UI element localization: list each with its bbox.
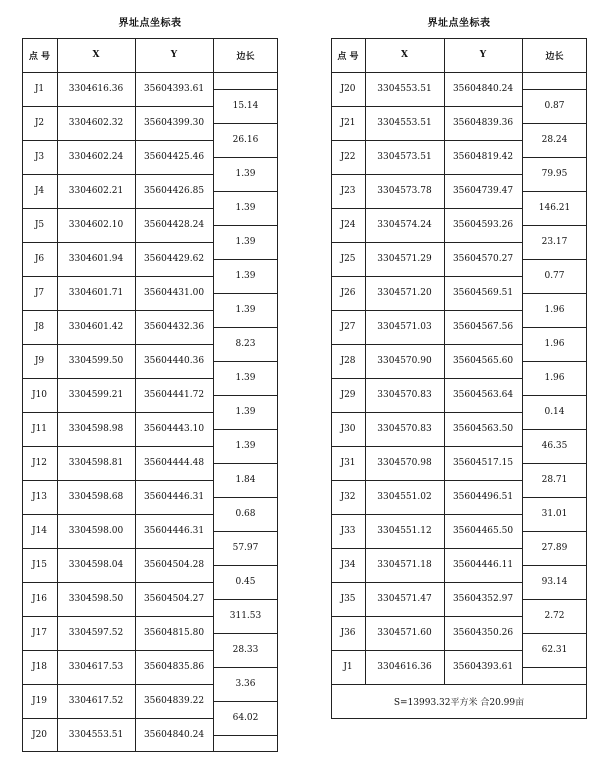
row-point-cell: J9 [34, 356, 45, 366]
row-y-cell: 35604428.24 [143, 220, 205, 230]
row-divider [331, 174, 522, 175]
row-divider [22, 310, 213, 311]
edge-divider [213, 735, 278, 736]
row-y-cell: 35604399.30 [143, 118, 205, 128]
edge-length-cell: 1.39 [235, 407, 256, 417]
row-divider [331, 378, 522, 379]
row-divider [331, 276, 522, 277]
edge-divider [522, 667, 587, 668]
row-point-cell: J25 [340, 254, 356, 264]
row-divider [331, 582, 522, 583]
edge-length-cell: 8.23 [235, 339, 256, 349]
edge-length-cell: 1.39 [235, 203, 256, 213]
row-point-cell: J35 [340, 594, 356, 604]
edge-length-cell: 79.95 [541, 169, 568, 179]
row-y-cell: 35604393.61 [143, 84, 205, 94]
row-point-cell: J34 [340, 560, 356, 570]
row-divider [22, 344, 213, 345]
row-y-cell: 35604446.31 [143, 492, 205, 502]
row-y-cell: 35604504.27 [143, 594, 205, 604]
table-title: 界址点坐标表 [427, 18, 491, 29]
row-point-cell: J10 [31, 390, 48, 400]
header-y: Y [170, 50, 178, 60]
header-edge: 边长 [236, 51, 255, 62]
row-divider [331, 514, 522, 515]
row-y-cell: 35604446.31 [143, 526, 205, 536]
edge-length-cell: 31.01 [541, 509, 568, 519]
row-y-cell: 35604570.27 [452, 254, 514, 264]
row-point-cell: J12 [31, 458, 48, 468]
row-divider [22, 514, 213, 515]
row-point-cell: J13 [31, 492, 48, 502]
row-y-cell: 35604835.86 [143, 662, 205, 672]
row-divider [331, 412, 522, 413]
row-point-cell: J31 [340, 458, 356, 468]
edge-length-cell: 1.39 [235, 373, 256, 383]
row-divider [22, 106, 213, 107]
row-y-cell: 35604563.64 [452, 390, 514, 400]
row-point-cell: J6 [34, 254, 45, 264]
row-point-cell: J27 [340, 322, 356, 332]
header-y: Y [479, 50, 487, 60]
row-y-cell: 35604840.24 [143, 730, 205, 740]
row-point-cell: J7 [34, 288, 45, 298]
row-x-cell: 3304570.83 [377, 390, 432, 400]
row-divider [22, 174, 213, 175]
edge-length-cell: 27.89 [541, 543, 568, 553]
edge-length-cell: 57.97 [232, 543, 259, 553]
row-y-cell: 35604840.24 [452, 84, 514, 94]
row-point-cell: J28 [340, 356, 356, 366]
row-x-cell: 3304598.00 [68, 526, 124, 536]
row-divider [331, 242, 522, 243]
edge-length-cell: 0.68 [235, 509, 256, 519]
row-x-cell: 3304602.10 [68, 220, 124, 230]
row-point-cell: J2 [34, 118, 45, 128]
row-y-cell: 35604565.60 [452, 356, 514, 366]
row-point-cell: J32 [340, 492, 356, 502]
edge-length-cell: 0.45 [235, 577, 256, 587]
row-point-cell: J16 [31, 594, 48, 604]
row-divider [22, 208, 213, 209]
row-x-cell: 3304598.68 [68, 492, 124, 502]
row-point-cell: J23 [340, 186, 356, 196]
row-x-cell: 3304602.32 [68, 118, 124, 128]
row-point-cell: J19 [31, 696, 48, 706]
row-x-cell: 3304599.21 [68, 390, 124, 400]
row-point-cell: J3 [34, 152, 45, 162]
row-x-cell: 3304598.04 [68, 560, 124, 570]
edge-length-cell: 28.71 [541, 475, 568, 485]
edge-length-cell: 146.21 [538, 203, 571, 213]
row-x-cell: 3304573.78 [377, 186, 432, 196]
edge-length-cell: 2.72 [544, 611, 565, 621]
edge-length-cell: 1.96 [544, 373, 565, 383]
header-point: 点 号 [337, 51, 359, 62]
edge-length-cell: 1.39 [235, 169, 256, 179]
row-point-cell: J4 [34, 186, 45, 196]
row-y-cell: 35604440.36 [143, 356, 205, 366]
row-x-cell: 3304571.18 [377, 560, 432, 570]
edge-length-cell: 311.53 [229, 611, 262, 621]
row-x-cell: 3304601.71 [68, 288, 124, 298]
row-y-cell: 35604819.42 [452, 152, 514, 162]
header-point: 点 号 [28, 51, 51, 62]
row-point-cell: J29 [340, 390, 356, 400]
header-edge: 边长 [545, 51, 564, 62]
row-y-cell: 35604839.22 [143, 696, 205, 706]
row-point-cell: J17 [31, 628, 48, 638]
row-x-cell: 3304570.90 [377, 356, 432, 366]
row-x-cell: 3304616.36 [68, 84, 124, 94]
edge-length-cell: 0.87 [544, 101, 565, 111]
row-point-cell: J5 [34, 220, 45, 230]
row-divider [331, 208, 522, 209]
row-point-cell: J11 [31, 424, 48, 434]
row-y-cell: 35604350.26 [452, 628, 514, 638]
row-x-cell: 3304617.53 [68, 662, 124, 672]
row-x-cell: 3304553.51 [68, 730, 124, 740]
table-title: 界址点坐标表 [118, 18, 182, 29]
row-y-cell: 35604441.72 [143, 390, 205, 400]
row-point-cell: J20 [340, 84, 356, 94]
edge-length-cell: 1.96 [544, 305, 565, 315]
edge-length-cell: 64.02 [232, 713, 259, 723]
edge-length-cell: 1.39 [235, 237, 256, 247]
row-y-cell: 35604517.15 [452, 458, 514, 468]
row-y-cell: 35604567.56 [452, 322, 514, 332]
edge-length-cell: 3.36 [235, 679, 256, 689]
row-x-cell: 3304571.60 [377, 628, 432, 638]
row-point-cell: J21 [340, 118, 356, 128]
row-point-cell: J22 [340, 152, 356, 162]
row-point-cell: J26 [340, 288, 356, 298]
row-x-cell: 3304571.20 [377, 288, 432, 298]
row-y-cell: 35604739.47 [452, 186, 514, 196]
edge-length-cell: 1.39 [235, 271, 256, 281]
row-x-cell: 3304599.50 [68, 356, 124, 366]
row-y-cell: 35604393.61 [452, 662, 514, 672]
row-y-cell: 35604569.51 [452, 288, 514, 298]
row-x-cell: 3304571.29 [377, 254, 432, 264]
row-y-cell: 35604425.46 [143, 152, 205, 162]
row-y-cell: 35604432.36 [143, 322, 205, 332]
row-point-cell: J20 [31, 730, 48, 740]
row-divider [331, 140, 522, 141]
row-x-cell: 3304551.02 [377, 492, 432, 502]
row-divider [331, 480, 522, 481]
row-x-cell: 3304598.98 [68, 424, 124, 434]
row-divider [331, 446, 522, 447]
row-divider [331, 650, 522, 651]
row-x-cell: 3304551.12 [377, 526, 432, 536]
row-divider [22, 718, 213, 719]
row-divider [22, 650, 213, 651]
row-point-cell: J33 [340, 526, 356, 536]
row-x-cell: 3304601.42 [68, 322, 124, 332]
row-x-cell: 3304571.03 [377, 322, 432, 332]
row-divider [22, 616, 213, 617]
row-divider [22, 140, 213, 141]
row-x-cell: 3304571.47 [377, 594, 432, 604]
row-x-cell: 3304574.24 [377, 220, 432, 230]
area-summary: S=13993.32平方米 合20.99亩 [393, 698, 525, 708]
row-y-cell: 35604815.80 [143, 628, 205, 638]
row-divider [22, 242, 213, 243]
edge-length-cell: 1.96 [544, 339, 565, 349]
row-divider [22, 480, 213, 481]
row-y-cell: 35604431.00 [143, 288, 205, 298]
row-divider [22, 276, 213, 277]
row-y-cell: 35604563.50 [452, 424, 514, 434]
row-y-cell: 35604426.85 [143, 186, 205, 196]
row-x-cell: 3304617.52 [68, 696, 124, 706]
row-divider [22, 446, 213, 447]
row-y-cell: 35604496.51 [452, 492, 514, 502]
row-point-cell: J18 [31, 662, 48, 672]
header-x: X [401, 50, 408, 60]
row-y-cell: 35604429.62 [143, 254, 205, 264]
row-x-cell: 3304597.52 [68, 628, 124, 638]
row-x-cell: 3304601.94 [68, 254, 124, 264]
row-x-cell: 3304616.36 [377, 662, 432, 672]
row-x-cell: 3304573.51 [377, 152, 432, 162]
row-divider [331, 310, 522, 311]
edge-length-cell: 1.39 [235, 305, 256, 315]
row-y-cell: 35604446.11 [452, 560, 514, 570]
row-y-cell: 35604444.48 [143, 458, 205, 468]
row-y-cell: 35604839.36 [452, 118, 514, 128]
row-y-cell: 35604352.97 [452, 594, 514, 604]
row-divider [22, 412, 213, 413]
row-divider [331, 106, 522, 107]
row-divider [331, 344, 522, 345]
row-x-cell: 3304570.98 [377, 458, 432, 468]
row-divider [331, 616, 522, 617]
edge-length-cell: 1.84 [235, 475, 256, 485]
edge-length-cell: 93.14 [541, 577, 568, 587]
row-point-cell: J1 [343, 662, 353, 672]
edge-length-cell: 15.14 [232, 101, 259, 111]
row-y-cell: 35604465.50 [452, 526, 514, 536]
edge-length-cell: 46.35 [541, 441, 568, 451]
edge-length-cell: 0.77 [544, 271, 565, 281]
row-divider [22, 548, 213, 549]
row-point-cell: J24 [340, 220, 356, 230]
row-x-cell: 3304598.81 [68, 458, 124, 468]
edge-length-cell: 28.24 [541, 135, 568, 145]
row-x-cell: 3304602.24 [68, 152, 124, 162]
row-divider [331, 548, 522, 549]
edge-length-cell: 1.39 [235, 441, 256, 451]
edge-length-cell: 23.17 [541, 237, 568, 247]
row-divider [22, 378, 213, 379]
row-x-cell: 3304570.83 [377, 424, 432, 434]
edge-length-cell: 28.33 [232, 645, 259, 655]
row-point-cell: J36 [340, 628, 356, 638]
row-divider [22, 582, 213, 583]
row-x-cell: 3304602.21 [68, 186, 124, 196]
row-y-cell: 35604443.10 [143, 424, 205, 434]
row-point-cell: J1 [34, 84, 45, 94]
edge-length-cell: 62.31 [541, 645, 568, 655]
row-point-cell: J15 [31, 560, 48, 570]
row-y-cell: 35604593.26 [452, 220, 514, 230]
header-x: X [92, 50, 100, 60]
edge-length-cell: 26.16 [232, 135, 259, 145]
row-x-cell: 3304553.51 [377, 118, 432, 128]
row-divider [22, 684, 213, 685]
row-x-cell: 3304553.51 [377, 84, 432, 94]
edge-length-cell: 0.14 [544, 407, 565, 417]
row-y-cell: 35604504.28 [143, 560, 205, 570]
row-x-cell: 3304598.50 [68, 594, 124, 604]
row-point-cell: J8 [34, 322, 45, 332]
row-point-cell: J30 [340, 424, 356, 434]
row-point-cell: J14 [31, 526, 48, 536]
